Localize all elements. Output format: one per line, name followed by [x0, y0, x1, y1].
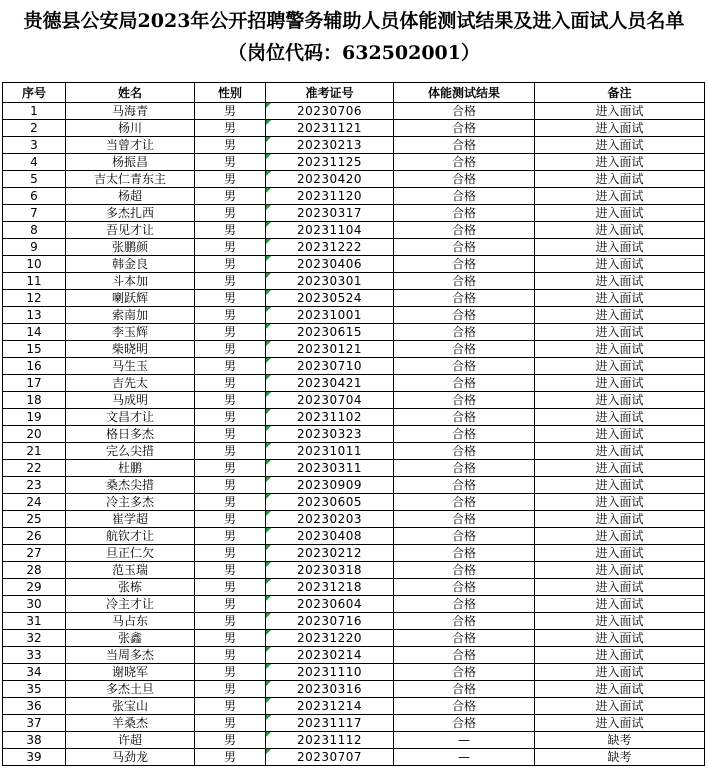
cell-remark[interactable]: 进入面试 — [535, 341, 705, 358]
cell-test-result[interactable]: 合格 — [394, 392, 535, 409]
cell-name[interactable]: 冷主才让 — [66, 596, 195, 613]
cell-test-result[interactable]: 合格 — [394, 443, 535, 460]
cell-test-result[interactable]: 合格 — [394, 358, 535, 375]
table-row — [3, 409, 705, 426]
table-row — [3, 494, 705, 511]
cell-remark[interactable]: 进入面试 — [535, 664, 705, 681]
cell-gender[interactable]: 男 — [195, 341, 266, 358]
cell-test-result[interactable]: 合格 — [394, 528, 535, 545]
cell-remark[interactable]: 进入面试 — [535, 256, 705, 273]
table-row — [3, 358, 705, 375]
cell-remark[interactable]: 进入面试 — [535, 698, 705, 715]
cell-gender[interactable]: 男 — [195, 443, 266, 460]
cell-gender[interactable]: 男 — [195, 307, 266, 324]
cell-exam-number[interactable]: 20230406 — [266, 256, 394, 273]
cell-index[interactable]: 26 — [3, 528, 66, 545]
header-row — [3, 83, 705, 103]
cell-index[interactable]: 22 — [3, 460, 66, 477]
cell-remark[interactable]: 进入面试 — [535, 171, 705, 188]
cell-test-result[interactable]: 合格 — [394, 460, 535, 477]
cell-index[interactable]: 16 — [3, 358, 66, 375]
cell-gender[interactable]: 男 — [195, 715, 266, 732]
cell-name[interactable]: 旦正仁欠 — [66, 545, 195, 562]
cell-index[interactable]: 9 — [3, 239, 66, 256]
header-test-result[interactable]: 体能测试结果 — [394, 83, 535, 103]
cell-gender[interactable]: 男 — [195, 239, 266, 256]
cell-remark[interactable]: 进入面试 — [535, 579, 705, 596]
cell-remark[interactable]: 进入面试 — [535, 324, 705, 341]
table-row — [3, 426, 705, 443]
cell-index[interactable]: 24 — [3, 494, 66, 511]
cell-index[interactable]: 7 — [3, 205, 66, 222]
table-row — [3, 273, 705, 290]
cell-name[interactable]: 多杰扎西 — [66, 205, 195, 222]
cell-test-result[interactable]: 合格 — [394, 579, 535, 596]
cell-remark[interactable]: 进入面试 — [535, 307, 705, 324]
cell-exam-number[interactable]: 20231218 — [266, 579, 394, 596]
cell-remark[interactable]: 进入面试 — [535, 358, 705, 375]
cell-remark[interactable]: 缺考 — [535, 732, 705, 749]
cell-name[interactable]: 马占东 — [66, 613, 195, 630]
cell-name[interactable]: 崔学超 — [66, 511, 195, 528]
cell-exam-number[interactable]: 20230421 — [266, 375, 394, 392]
cell-test-result[interactable]: 合格 — [394, 562, 535, 579]
cell-gender[interactable]: 男 — [195, 103, 266, 120]
cell-name[interactable]: 格日多杰 — [66, 426, 195, 443]
cell-remark[interactable]: 进入面试 — [535, 188, 705, 205]
cell-name[interactable]: 杨振昌 — [66, 154, 195, 171]
table-row — [3, 477, 705, 494]
cell-test-result[interactable]: 合格 — [394, 290, 535, 307]
table-row — [3, 613, 705, 630]
cell-index[interactable]: 3 — [3, 137, 66, 154]
cell-gender[interactable]: 男 — [195, 290, 266, 307]
table-row — [3, 392, 705, 409]
cell-gender[interactable]: 男 — [195, 375, 266, 392]
cell-gender[interactable]: 男 — [195, 681, 266, 698]
cell-exam-number[interactable]: 20230408 — [266, 528, 394, 545]
cell-index[interactable]: 18 — [3, 392, 66, 409]
cell-test-result[interactable]: 合格 — [394, 205, 535, 222]
cell-exam-number[interactable]: 20230604 — [266, 596, 394, 613]
cell-gender[interactable]: 男 — [195, 477, 266, 494]
cell-index[interactable]: 28 — [3, 562, 66, 579]
cell-remark[interactable]: 进入面试 — [535, 647, 705, 664]
cell-index[interactable]: 1 — [3, 103, 66, 120]
cell-remark[interactable]: 进入面试 — [535, 494, 705, 511]
table-row — [3, 647, 705, 664]
cell-name[interactable]: 羊桑杰 — [66, 715, 195, 732]
cell-remark[interactable]: 进入面试 — [535, 630, 705, 647]
cell-name[interactable]: 桑杰尖措 — [66, 477, 195, 494]
cell-name[interactable]: 许超 — [66, 732, 195, 749]
cell-exam-number[interactable]: 20230524 — [266, 290, 394, 307]
cell-gender[interactable]: 男 — [195, 460, 266, 477]
cell-name[interactable]: 吾见才让 — [66, 222, 195, 239]
cell-remark[interactable]: 进入面试 — [535, 409, 705, 426]
cell-gender[interactable]: 男 — [195, 120, 266, 137]
table-row — [3, 256, 705, 273]
table-row — [3, 307, 705, 324]
cell-name[interactable]: 张鑫 — [66, 630, 195, 647]
cell-test-result[interactable]: 合格 — [394, 120, 535, 137]
cell-name[interactable]: 马海青 — [66, 103, 195, 120]
cell-index[interactable]: 6 — [3, 188, 66, 205]
cell-exam-number[interactable]: 20230214 — [266, 647, 394, 664]
cell-test-result[interactable]: 合格 — [394, 375, 535, 392]
cell-gender[interactable]: 男 — [195, 664, 266, 681]
cell-name[interactable]: 李玉辉 — [66, 324, 195, 341]
cell-name[interactable]: 吉先太 — [66, 375, 195, 392]
cell-remark[interactable]: 进入面试 — [535, 426, 705, 443]
cell-remark[interactable]: 进入面试 — [535, 375, 705, 392]
cell-gender[interactable]: 男 — [195, 154, 266, 171]
cell-test-result[interactable]: 合格 — [394, 137, 535, 154]
cell-index[interactable]: 29 — [3, 579, 66, 596]
cell-index[interactable]: 10 — [3, 256, 66, 273]
table-row — [3, 324, 705, 341]
cell-index[interactable]: 37 — [3, 715, 66, 732]
cell-exam-number[interactable]: 20230203 — [266, 511, 394, 528]
cell-test-result[interactable]: 合格 — [394, 647, 535, 664]
cell-index[interactable]: 20 — [3, 426, 66, 443]
cell-remark[interactable]: 进入面试 — [535, 715, 705, 732]
cell-exam-number[interactable]: 20230318 — [266, 562, 394, 579]
cell-exam-number[interactable]: 20231102 — [266, 409, 394, 426]
title-line-1: 贵德县公安局2023年公开招聘警务辅助人员体能测试结果及进入面试人员名单 — [23, 10, 685, 32]
cell-index[interactable]: 11 — [3, 273, 66, 290]
cell-gender[interactable]: 男 — [195, 392, 266, 409]
cell-test-result[interactable]: — — [394, 732, 535, 749]
cell-name[interactable]: 斗本加 — [66, 273, 195, 290]
table-row — [3, 171, 705, 188]
cell-index[interactable]: 23 — [3, 477, 66, 494]
cell-exam-number[interactable]: 20231214 — [266, 698, 394, 715]
cell-name[interactable]: 韩金良 — [66, 256, 195, 273]
cell-remark[interactable]: 进入面试 — [535, 477, 705, 494]
cell-gender[interactable]: 男 — [195, 749, 266, 766]
table-row — [3, 239, 705, 256]
cell-name[interactable]: 冷主多杰 — [66, 494, 195, 511]
cell-index[interactable]: 30 — [3, 596, 66, 613]
header-name[interactable]: 姓名 — [66, 83, 195, 103]
cell-test-result[interactable]: 合格 — [394, 613, 535, 630]
cell-gender[interactable]: 男 — [195, 528, 266, 545]
table-row — [3, 596, 705, 613]
cell-index[interactable]: 36 — [3, 698, 66, 715]
cell-index[interactable]: 31 — [3, 613, 66, 630]
cell-exam-number[interactable]: 20231104 — [266, 222, 394, 239]
table-row — [3, 460, 705, 477]
cell-exam-number[interactable]: 20231117 — [266, 715, 394, 732]
cell-exam-number[interactable]: 20231120 — [266, 188, 394, 205]
cell-name[interactable]: 马成明 — [66, 392, 195, 409]
cell-exam-number[interactable]: 20231001 — [266, 307, 394, 324]
table-row — [3, 630, 705, 647]
cell-index[interactable]: 13 — [3, 307, 66, 324]
table-row — [3, 715, 705, 732]
cell-remark[interactable]: 进入面试 — [535, 103, 705, 120]
table-row — [3, 545, 705, 562]
cell-index[interactable]: 32 — [3, 630, 66, 647]
cell-exam-number[interactable]: 20230121 — [266, 341, 394, 358]
cell-gender[interactable]: 男 — [195, 511, 266, 528]
cell-index[interactable]: 14 — [3, 324, 66, 341]
cell-test-result[interactable]: 合格 — [394, 715, 535, 732]
cell-gender[interactable]: 男 — [195, 171, 266, 188]
table-row — [3, 749, 705, 766]
cell-gender[interactable]: 男 — [195, 630, 266, 647]
cell-name[interactable]: 当周多杰 — [66, 647, 195, 664]
cell-name[interactable]: 张鹏颜 — [66, 239, 195, 256]
cell-gender[interactable]: 男 — [195, 545, 266, 562]
cell-name[interactable]: 张宝山 — [66, 698, 195, 715]
cell-name[interactable]: 张栋 — [66, 579, 195, 596]
table-row — [3, 732, 705, 749]
cell-remark[interactable]: 进入面试 — [535, 154, 705, 171]
cell-exam-number[interactable]: 20230716 — [266, 613, 394, 630]
cell-exam-number[interactable]: 20230301 — [266, 273, 394, 290]
cell-remark[interactable]: 进入面试 — [535, 596, 705, 613]
cell-exam-number[interactable]: 20231125 — [266, 154, 394, 171]
cell-remark[interactable]: 进入面试 — [535, 443, 705, 460]
cell-name[interactable]: 文昌才让 — [66, 409, 195, 426]
cell-remark[interactable]: 进入面试 — [535, 562, 705, 579]
cell-test-result[interactable]: 合格 — [394, 409, 535, 426]
cell-exam-number[interactable]: 20230311 — [266, 460, 394, 477]
cell-test-result[interactable]: 合格 — [394, 596, 535, 613]
cell-remark[interactable]: 进入面试 — [535, 290, 705, 307]
cell-exam-number[interactable]: 20230909 — [266, 477, 394, 494]
table-row — [3, 443, 705, 460]
cell-remark[interactable]: 缺考 — [535, 749, 705, 766]
cell-name[interactable]: 范玉瑞 — [66, 562, 195, 579]
cell-gender[interactable]: 男 — [195, 188, 266, 205]
cell-test-result[interactable]: 合格 — [394, 698, 535, 715]
cell-test-result[interactable]: 合格 — [394, 545, 535, 562]
cell-remark[interactable]: 进入面试 — [535, 528, 705, 545]
cell-exam-number[interactable]: 20230710 — [266, 358, 394, 375]
cell-name[interactable]: 当曾才让 — [66, 137, 195, 154]
cell-exam-number[interactable]: 20231110 — [266, 664, 394, 681]
cell-remark[interactable]: 进入面试 — [535, 137, 705, 154]
cell-index[interactable]: 39 — [3, 749, 66, 766]
cell-gender[interactable]: 男 — [195, 613, 266, 630]
cell-exam-number[interactable]: 20230213 — [266, 137, 394, 154]
cell-remark[interactable]: 进入面试 — [535, 460, 705, 477]
cell-gender[interactable]: 男 — [195, 273, 266, 290]
cell-exam-number[interactable]: 20230420 — [266, 171, 394, 188]
cell-index[interactable]: 2 — [3, 120, 66, 137]
cell-index[interactable]: 19 — [3, 409, 66, 426]
cell-index[interactable]: 4 — [3, 154, 66, 171]
cell-exam-number[interactable]: 20231222 — [266, 239, 394, 256]
cell-gender[interactable]: 男 — [195, 562, 266, 579]
cell-test-result[interactable]: 合格 — [394, 307, 535, 324]
cell-gender[interactable]: 男 — [195, 647, 266, 664]
table-row — [3, 579, 705, 596]
cell-index[interactable]: 8 — [3, 222, 66, 239]
cell-index[interactable]: 34 — [3, 664, 66, 681]
results-table — [2, 82, 705, 766]
cell-gender[interactable]: 男 — [195, 324, 266, 341]
cell-gender[interactable]: 男 — [195, 137, 266, 154]
cell-exam-number[interactable]: 20231121 — [266, 120, 394, 137]
cell-gender[interactable]: 男 — [195, 596, 266, 613]
cell-gender[interactable]: 男 — [195, 732, 266, 749]
cell-remark[interactable]: 进入面试 — [535, 222, 705, 239]
cell-gender[interactable]: 男 — [195, 409, 266, 426]
header-index[interactable]: 序号 — [3, 83, 66, 103]
cell-remark[interactable]: 进入面试 — [535, 511, 705, 528]
cell-name[interactable]: 杨超 — [66, 188, 195, 205]
cell-exam-number[interactable]: 20230704 — [266, 392, 394, 409]
table-row — [3, 222, 705, 239]
cell-name[interactable]: 谢晓军 — [66, 664, 195, 681]
cell-index[interactable]: 21 — [3, 443, 66, 460]
header-exam-number[interactable]: 准考证号 — [266, 83, 394, 103]
cell-gender[interactable]: 男 — [195, 222, 266, 239]
cell-name[interactable]: 马劲龙 — [66, 749, 195, 766]
header-gender[interactable]: 性别 — [195, 83, 266, 103]
cell-gender[interactable]: 男 — [195, 426, 266, 443]
cell-gender[interactable]: 男 — [195, 256, 266, 273]
cell-name[interactable]: 完么尖措 — [66, 443, 195, 460]
cell-name[interactable]: 马生玉 — [66, 358, 195, 375]
table-row — [3, 664, 705, 681]
cell-gender[interactable]: 男 — [195, 579, 266, 596]
cell-name[interactable]: 杨川 — [66, 120, 195, 137]
cell-test-result[interactable]: 合格 — [394, 103, 535, 120]
cell-test-result[interactable]: 合格 — [394, 341, 535, 358]
cell-gender[interactable]: 男 — [195, 358, 266, 375]
table-row — [3, 681, 705, 698]
cell-remark[interactable]: 进入面试 — [535, 392, 705, 409]
cell-exam-number[interactable]: 20230615 — [266, 324, 394, 341]
cell-name[interactable]: 索南加 — [66, 307, 195, 324]
table-row — [3, 698, 705, 715]
cell-gender[interactable]: 男 — [195, 698, 266, 715]
table-row — [3, 290, 705, 307]
cell-test-result[interactable]: 合格 — [394, 154, 535, 171]
cell-test-result[interactable]: 合格 — [394, 664, 535, 681]
cell-exam-number[interactable]: 20230707 — [266, 749, 394, 766]
table-row — [3, 137, 705, 154]
table-row — [3, 562, 705, 579]
cell-test-result[interactable]: 合格 — [394, 239, 535, 256]
cell-exam-number[interactable]: 20231220 — [266, 630, 394, 647]
cell-index[interactable]: 12 — [3, 290, 66, 307]
table-row — [3, 375, 705, 392]
table-row — [3, 511, 705, 528]
cell-gender[interactable]: 男 — [195, 205, 266, 222]
cell-index[interactable]: 35 — [3, 681, 66, 698]
cell-index[interactable]: 33 — [3, 647, 66, 664]
cell-index[interactable]: 15 — [3, 341, 66, 358]
table-row — [3, 528, 705, 545]
cell-exam-number[interactable]: 20230317 — [266, 205, 394, 222]
cell-test-result[interactable]: 合格 — [394, 511, 535, 528]
cell-index[interactable]: 17 — [3, 375, 66, 392]
cell-remark[interactable]: 进入面试 — [535, 545, 705, 562]
cell-index[interactable]: 27 — [3, 545, 66, 562]
cell-gender[interactable]: 男 — [195, 494, 266, 511]
cell-test-result[interactable]: 合格 — [394, 630, 535, 647]
cell-name[interactable]: 多杰土旦 — [66, 681, 195, 698]
cell-index[interactable]: 5 — [3, 171, 66, 188]
cell-test-result[interactable]: 合格 — [394, 188, 535, 205]
table-row — [3, 120, 705, 137]
cell-remark[interactable]: 进入面试 — [535, 613, 705, 630]
header-remark[interactable]: 备注 — [535, 83, 705, 103]
cell-remark[interactable]: 进入面试 — [535, 239, 705, 256]
table-row — [3, 188, 705, 205]
cell-exam-number[interactable]: 20230323 — [266, 426, 394, 443]
cell-name[interactable]: 柴晓明 — [66, 341, 195, 358]
cell-index[interactable]: 25 — [3, 511, 66, 528]
cell-name[interactable]: 航钦才让 — [66, 528, 195, 545]
cell-remark[interactable]: 进入面试 — [535, 205, 705, 222]
table-row — [3, 205, 705, 222]
cell-test-result[interactable]: 合格 — [394, 426, 535, 443]
cell-remark[interactable]: 进入面试 — [535, 273, 705, 290]
cell-exam-number[interactable]: 20231011 — [266, 443, 394, 460]
cell-test-result[interactable]: 合格 — [394, 171, 535, 188]
cell-test-result[interactable]: 合格 — [394, 681, 535, 698]
cell-test-result[interactable]: — — [394, 749, 535, 766]
table-row — [3, 154, 705, 171]
title-line-2: （岗位代码：632502001） — [228, 42, 480, 64]
cell-remark[interactable]: 进入面试 — [535, 681, 705, 698]
table-row — [3, 341, 705, 358]
cell-name[interactable]: 喇跃辉 — [66, 290, 195, 307]
cell-exam-number[interactable]: 20230706 — [266, 103, 394, 120]
cell-name[interactable]: 吉太仁青东主 — [66, 171, 195, 188]
cell-test-result[interactable]: 合格 — [394, 494, 535, 511]
cell-index[interactable]: 38 — [3, 732, 66, 749]
cell-test-result[interactable]: 合格 — [394, 324, 535, 341]
cell-test-result[interactable]: 合格 — [394, 222, 535, 239]
cell-test-result[interactable]: 合格 — [394, 273, 535, 290]
table-row — [3, 103, 705, 120]
cell-exam-number[interactable]: 20231112 — [266, 732, 394, 749]
cell-name[interactable]: 杜鹏 — [66, 460, 195, 477]
cell-remark[interactable]: 进入面试 — [535, 120, 705, 137]
cell-test-result[interactable]: 合格 — [394, 477, 535, 494]
cell-exam-number[interactable]: 20230605 — [266, 494, 394, 511]
cell-test-result[interactable]: 合格 — [394, 256, 535, 273]
cell-exam-number[interactable]: 20230316 — [266, 681, 394, 698]
cell-exam-number[interactable]: 20230212 — [266, 545, 394, 562]
